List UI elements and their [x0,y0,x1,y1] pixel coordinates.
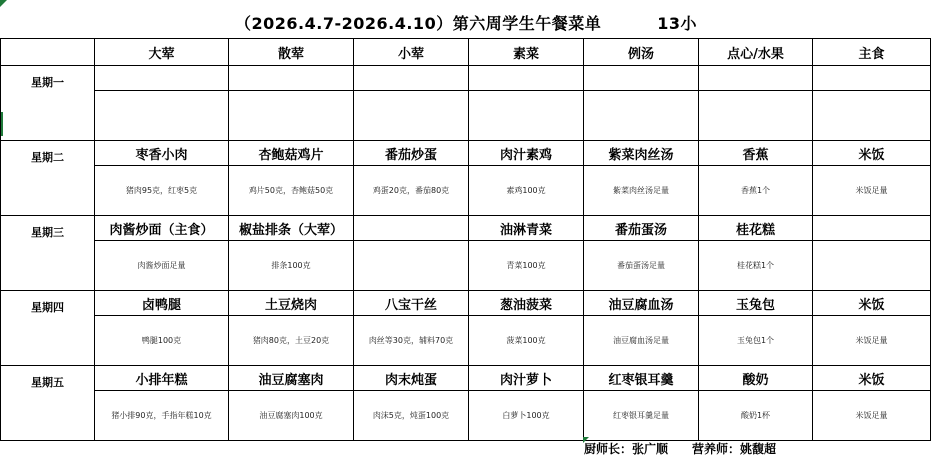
quantity-cell [813,91,931,141]
dish-cell: 油豆腐塞肉 [229,366,354,391]
day-label: 星期四 [1,291,95,366]
dish-cell: 枣香小肉 [95,141,229,166]
quantity-cell: 排条100克 [229,241,354,291]
dish-cell [469,66,584,91]
dish-row [1,291,931,316]
quantity-cell: 鸡片50克，杏鲍菇50克 [229,166,354,216]
quantity-cell: 素鸡100克 [469,166,584,216]
dish-cell: 番茄炒蛋 [354,141,469,166]
header-corner [1,39,95,66]
day-label: 星期二 [1,141,95,216]
dish-cell [354,216,469,241]
dish-cell [699,66,813,91]
quantity-cell: 鸭腿100克 [95,316,229,366]
quantity-cell [699,91,813,141]
quantity-cell: 油豆腐塞肉100克 [229,391,354,441]
dish-cell: 米饭 [813,366,931,391]
column-header: 点心/水果 [699,39,813,66]
quantity-row [1,391,931,441]
dish-cell: 米饭 [813,291,931,316]
menu-table [0,38,931,441]
quantity-cell [469,91,584,141]
column-header: 素菜 [469,39,584,66]
dish-cell: 肉汁萝卜 [469,366,584,391]
column-header: 散荤 [229,39,354,66]
quantity-cell: 青菜100克 [469,241,584,291]
dish-row [1,216,931,241]
quantity-cell: 鸡蛋20克，番茄80克 [354,166,469,216]
dish-cell: 紫菜肉丝汤 [584,141,699,166]
quantity-cell [584,91,699,141]
quantity-row [1,91,931,141]
dish-cell: 椒盐排条（大荤） [229,216,354,241]
dish-cell: 杏鲍菇鸡片 [229,141,354,166]
dish-cell: 八宝干丝 [354,291,469,316]
dish-cell: 酸奶 [699,366,813,391]
quantity-cell: 番茄蛋汤足量 [584,241,699,291]
quantity-cell: 肉酱炒面足量 [95,241,229,291]
dish-cell: 米饭 [813,141,931,166]
quantity-cell: 酸奶1杯 [699,391,813,441]
quantity-cell [354,91,469,141]
column-header: 主食 [813,39,931,66]
quantity-cell: 香蕉1个 [699,166,813,216]
title-text: （2026.4.7-2026.4.10）第六周学生午餐菜单 [235,13,602,33]
quantity-cell: 红枣银耳羹足量 [584,391,699,441]
quantity-cell: 猪肉95克，红枣5克 [95,166,229,216]
dish-cell: 土豆烧肉 [229,291,354,316]
dish-cell: 卤鸭腿 [95,291,229,316]
quantity-row [1,241,931,291]
chef-signature: 厨师长：张广顺 [584,441,669,456]
quantity-cell: 米饭足量 [813,316,931,366]
quantity-cell: 紫菜肉丝汤足量 [584,166,699,216]
quantity-cell: 米饭足量 [813,391,931,441]
dish-cell: 肉末炖蛋 [354,366,469,391]
dish-cell [354,66,469,91]
dish-cell: 小排年糕 [95,366,229,391]
nutritionist-signature: 营养师：姚馥超 [692,441,777,456]
day-label: 星期一 [1,66,95,141]
dish-cell [584,66,699,91]
quantity-cell: 猪小排90克，手指年糕10克 [95,391,229,441]
day-label: 星期五 [1,366,95,441]
quantity-cell: 肉丝等30克，辅料70克 [354,316,469,366]
dish-cell: 红枣银耳羹 [584,366,699,391]
quantity-row [1,166,931,216]
dish-cell: 桂花糕 [699,216,813,241]
class-name: 13小 [657,13,697,33]
dish-row [1,141,931,166]
quantity-cell [95,91,229,141]
column-header: 例汤 [584,39,699,66]
menu-title [0,6,932,38]
quantity-cell: 菠菜100克 [469,316,584,366]
dish-cell: 肉酱炒面（主食） [95,216,229,241]
dish-cell: 葱油菠菜 [469,291,584,316]
quantity-cell: 玉兔包1个 [699,316,813,366]
signature-line [584,438,776,458]
quantity-cell [813,241,931,291]
dish-cell: 油淋青菜 [469,216,584,241]
dish-cell: 香蕉 [699,141,813,166]
quantity-cell: 猪肉80克，土豆20克 [229,316,354,366]
header-row [1,39,931,66]
quantity-cell: 白萝卜100克 [469,391,584,441]
quantity-cell: 米饭足量 [813,166,931,216]
dish-cell [813,66,931,91]
dish-cell: 番茄蛋汤 [584,216,699,241]
dish-cell: 玉兔包 [699,291,813,316]
quantity-cell: 肉沫5克，炖蛋100克 [354,391,469,441]
dish-cell: 油豆腐血汤 [584,291,699,316]
dish-cell: 肉汁素鸡 [469,141,584,166]
quantity-cell [229,91,354,141]
column-header: 小荤 [354,39,469,66]
quantity-cell: 油豆腐血汤足量 [584,316,699,366]
column-header: 大荤 [95,39,229,66]
dish-row [1,366,931,391]
quantity-row [1,316,931,366]
quantity-cell [354,241,469,291]
dish-cell [229,66,354,91]
day-label: 星期三 [1,216,95,291]
quantity-cell: 桂花糕1个 [699,241,813,291]
dish-cell [813,216,931,241]
dish-row [1,66,931,91]
dish-cell [95,66,229,91]
